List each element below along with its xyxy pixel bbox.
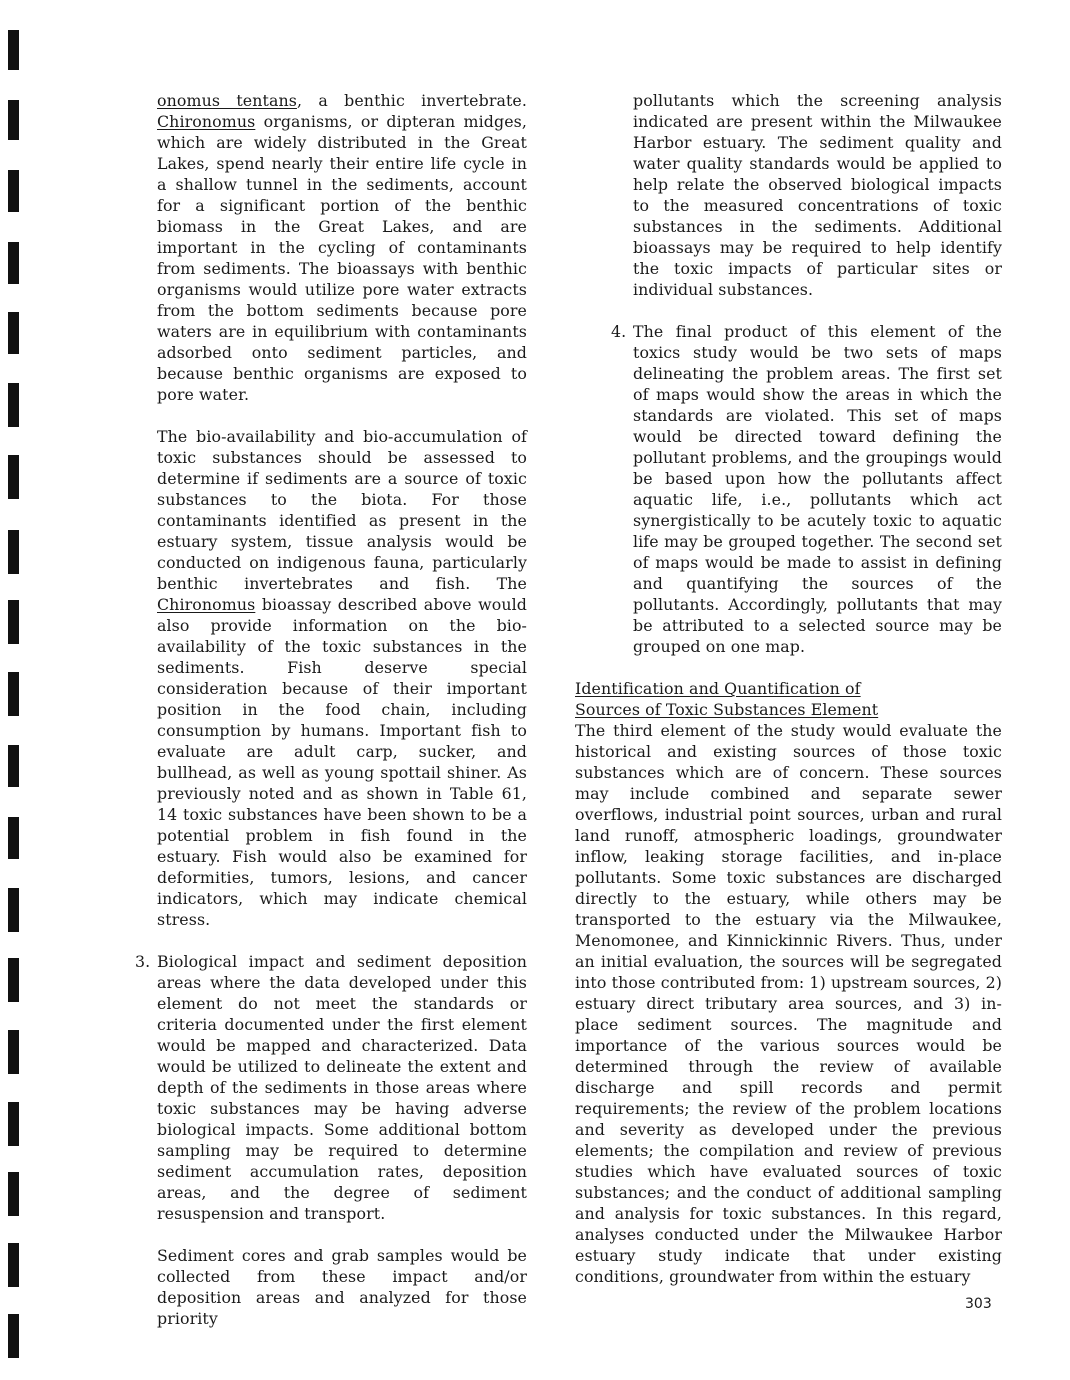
- binding-mark: [8, 888, 19, 932]
- binding-mark: [8, 30, 19, 70]
- paragraph-sediment-cores: Sediment cores and grab samples would be collected from these impact and/or deposition areas and analyzed for those priority: [157, 1246, 527, 1328]
- paragraph-sources: The third element of the study would evaluate the historical and existing sources of those toxic substances which are of concern. These sources may include combined and separate sewer overflows, industrial point sources, urban and rural land runoff, atmospheric loadings, groundwater inflow, leaking storage facilities, and in-place pollutants. Some toxic substances are discharged directly to the estuary, while others may be transported to the estuary via the Milwaukee, Menomonee, and Kinnickinnic Rivers. Thus, under an initial evaluation, the sources will be segregated into those contributed from: 1) upstream sources, 2) estuary direct tributary area sources, and 3) in-place sediment sources. The magnitude and importance of the various sources would be determined through the review of available discharge and spill records and permit requirements; the review of the problem locations and severity as developed under the previous elements; the compilation and review of previous studies which have evaluated sources of toxic substances; and the conduct of additional sampling and analysis for toxic substances. In this regard, analyses conducted under the Milwaukee Harbor estuary study indicate that under existing conditions, groundwater from within the estuary: [575, 721, 1002, 1286]
- genus-name: Chironomus: [157, 112, 256, 131]
- paragraph-bio-availability: The bio-availability and bio-accumulation of toxic substances should be assessed to determine if sediments are a source of toxic substances to the biota. For those contaminants identified as present in the estuary system, tissue analysis would be conducted on indigenous fauna, particularly benthic invertebrates and fish. The Chironomus bioassay described above would also provide information on the bio-availability of the toxic substances in the sediments. Fish deserve special consideration because of their important position in the food chain, including consumption by humans. Important fish to evaluate are adult carp, sucker, and bullhead, as well as young spottail shiner. As previously noted and as shown in Table 61, 14 toxic substances have been shown to be a potential problem in fish found in the estuary. Fish would also be examined for deformities, tumors, lesions, and cancer indicators, which may indicate chemical stress.: [157, 427, 527, 929]
- binding-mark: [8, 672, 19, 716]
- list-number: 3.: [135, 952, 151, 971]
- binding-mark: [8, 383, 19, 427]
- binding-mark: [8, 170, 19, 212]
- paragraph-pollutants-continued: pollutants which the screening analysis indicated are present within the Milwaukee Harbor estuary. The sediment quality and water quality standards would be applied to help relate the observed biological impacts to the measured concentrations of toxic substances in the sediments. Additional bioassays may be required to help identify the toxic impacts of particular sites or individual substances.: [633, 91, 1002, 299]
- section-heading: Identification and Quantification of Sources of Toxic Substances Element: [575, 679, 879, 719]
- binding-mark: [8, 1102, 19, 1146]
- binding-mark: [8, 817, 19, 859]
- binding-mark: [8, 312, 19, 354]
- binding-mark: [8, 745, 19, 787]
- paragraph-chironomus-intro: onomus tentans, a benthic invertebrate. Chironomus organisms, or dipteran midges, which are widely distributed in the Great Lakes, spend nearly their entire life cycle in a shallow tunnel in the sediments, account for a significant portion of the benthic biomass in the Great Lakes, and are important in the cycling of contaminants from sediments. The bioassays with benthic organisms would utilize pore water extracts from the bottom sediments because pore waters are in equilibrium with contaminants adsorbed onto sediment particles, and because benthic organisms are exposed to pore water.: [157, 91, 528, 404]
- binding-mark: [8, 600, 19, 644]
- binding-mark: [8, 530, 19, 574]
- binding-mark: [8, 1314, 19, 1358]
- list-item-4: 4. The final product of this element of the toxics study would be two sets of maps delineating the problem areas. The first set of maps would show the areas in which the standards are violated. This set of maps would be directed toward defining the pollutant problems, and the groupings would be based upon how the pollutants affect aquatic life, i.e., pollutants which act synergistically to be acutely toxic to aquatic life may be grouped together. The second set of maps would be made to assist in defining and quantifying the sources of the pollutants. Accordingly, pollutants that may be attributed to a selected source may be grouped on one map.: [611, 322, 1002, 656]
- right-column: [575, 90, 1002, 1287]
- page-number: 303: [965, 1296, 992, 1312]
- species-name: onomus tentans: [157, 91, 297, 110]
- binding-mark: [8, 100, 19, 140]
- binding-mark: [8, 242, 19, 284]
- binding-mark: [8, 455, 19, 499]
- genus-name: Chironomus: [157, 595, 256, 614]
- binding-mark: [8, 1172, 19, 1216]
- left-column: [135, 90, 528, 1329]
- list-item-3: 3. Biological impact and sediment deposition areas where the data developed under this element do not meet the standards or criteria documented under the first element would be mapped and characterized. Data would be utilized to delineate the extent and depth of the sediments in those areas where toxic substances may be having adverse biological impacts. Some additional bottom sampling may be required to determine sediment accumulation rates, deposition areas, and the degree of sediment resuspension and transport.: [135, 952, 527, 1223]
- binding-mark: [8, 958, 19, 1002]
- list-number: 4.: [611, 322, 627, 341]
- binding-mark: [8, 1030, 19, 1074]
- binding-mark: [8, 1243, 19, 1287]
- binding-marks: [8, 0, 22, 1380]
